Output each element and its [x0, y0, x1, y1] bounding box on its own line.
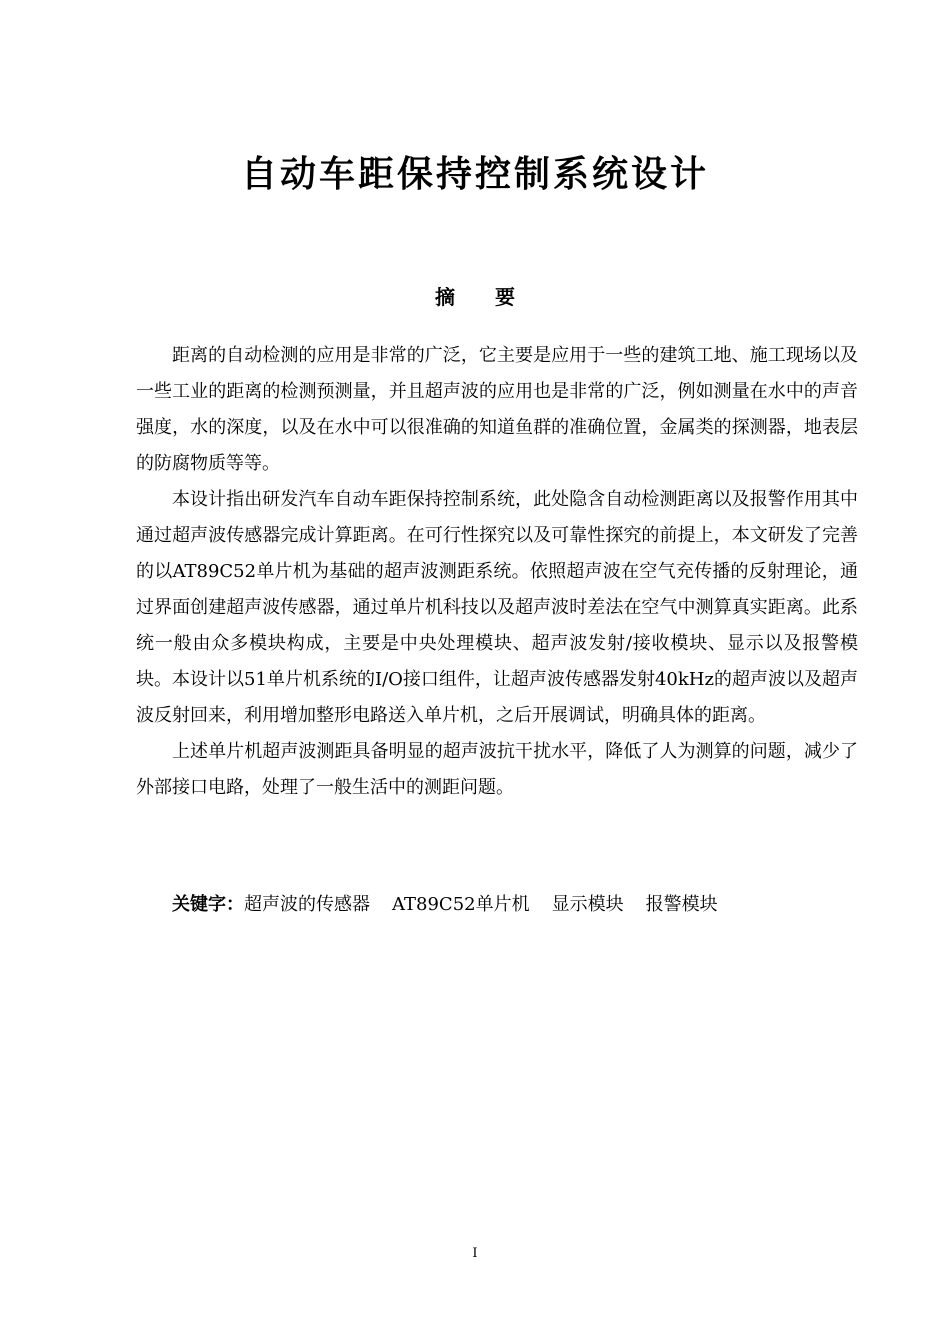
- page-title: 自动车距保持控制系统设计: [240, 154, 709, 195]
- keyword-item: 显示模块: [551, 894, 624, 915]
- page-number: I: [472, 1246, 478, 1261]
- abstract-body: [136, 338, 858, 806]
- keyword-item: AT89C52单片机: [392, 894, 530, 915]
- abstract-heading-char: 摘: [435, 285, 455, 309]
- keyword-item: 超声波的传感器: [244, 894, 370, 915]
- keyword-item: 报警模块: [645, 894, 718, 915]
- keywords-line: [172, 887, 740, 923]
- abstract-paragraph: 本设计指出研发汽车自动车距保持控制系统，此处隐含自动检测距离以及报警作用其中通过超声波传感器完成计算距离。在可行性探究以及可靠性探究的前提上，本文研发了完善的以AT89C52单片机为基础的超声波测距系统。依照超声波在空气充传播的反射理论，通过界面创建超声波传感器，通过单片机科技以及超声波时差法在空气中测算真实距离。此系统一般由众多模块构成，主要是中央处理模块、超声波发射/接收模块、显示以及报警模块。本设计以51单片机系统的I/O接口组件，让超声波传感器发射40kHz的超声波以及超声波反射回来，利用增加整形电路送入单片机，之后开展调试，明确具体的距离。: [136, 489, 858, 726]
- keywords-label: 关键字：: [172, 894, 244, 915]
- abstract-heading-char: 要: [495, 285, 515, 309]
- abstract-paragraph: 上述单片机超声波测距具备明显的超声波抗干扰水平，降低了人为测算的问题，减少了外部接口电路，处理了一般生活中的测距问题。: [136, 741, 858, 798]
- abstract-heading: [0, 282, 950, 312]
- abstract-paragraph: 距离的自动检测的应用是非常的广泛，它主要是应用于一些的建筑工地、施工现场以及一些工业的距离的检测预测量，并且超声波的应用也是非常的广泛，例如测量在水中的声音强度，水的深度，以及在水中可以很准确的知道鱼群的准确位置，金属类的探测器，地表层的防腐物质等等。: [136, 345, 858, 474]
